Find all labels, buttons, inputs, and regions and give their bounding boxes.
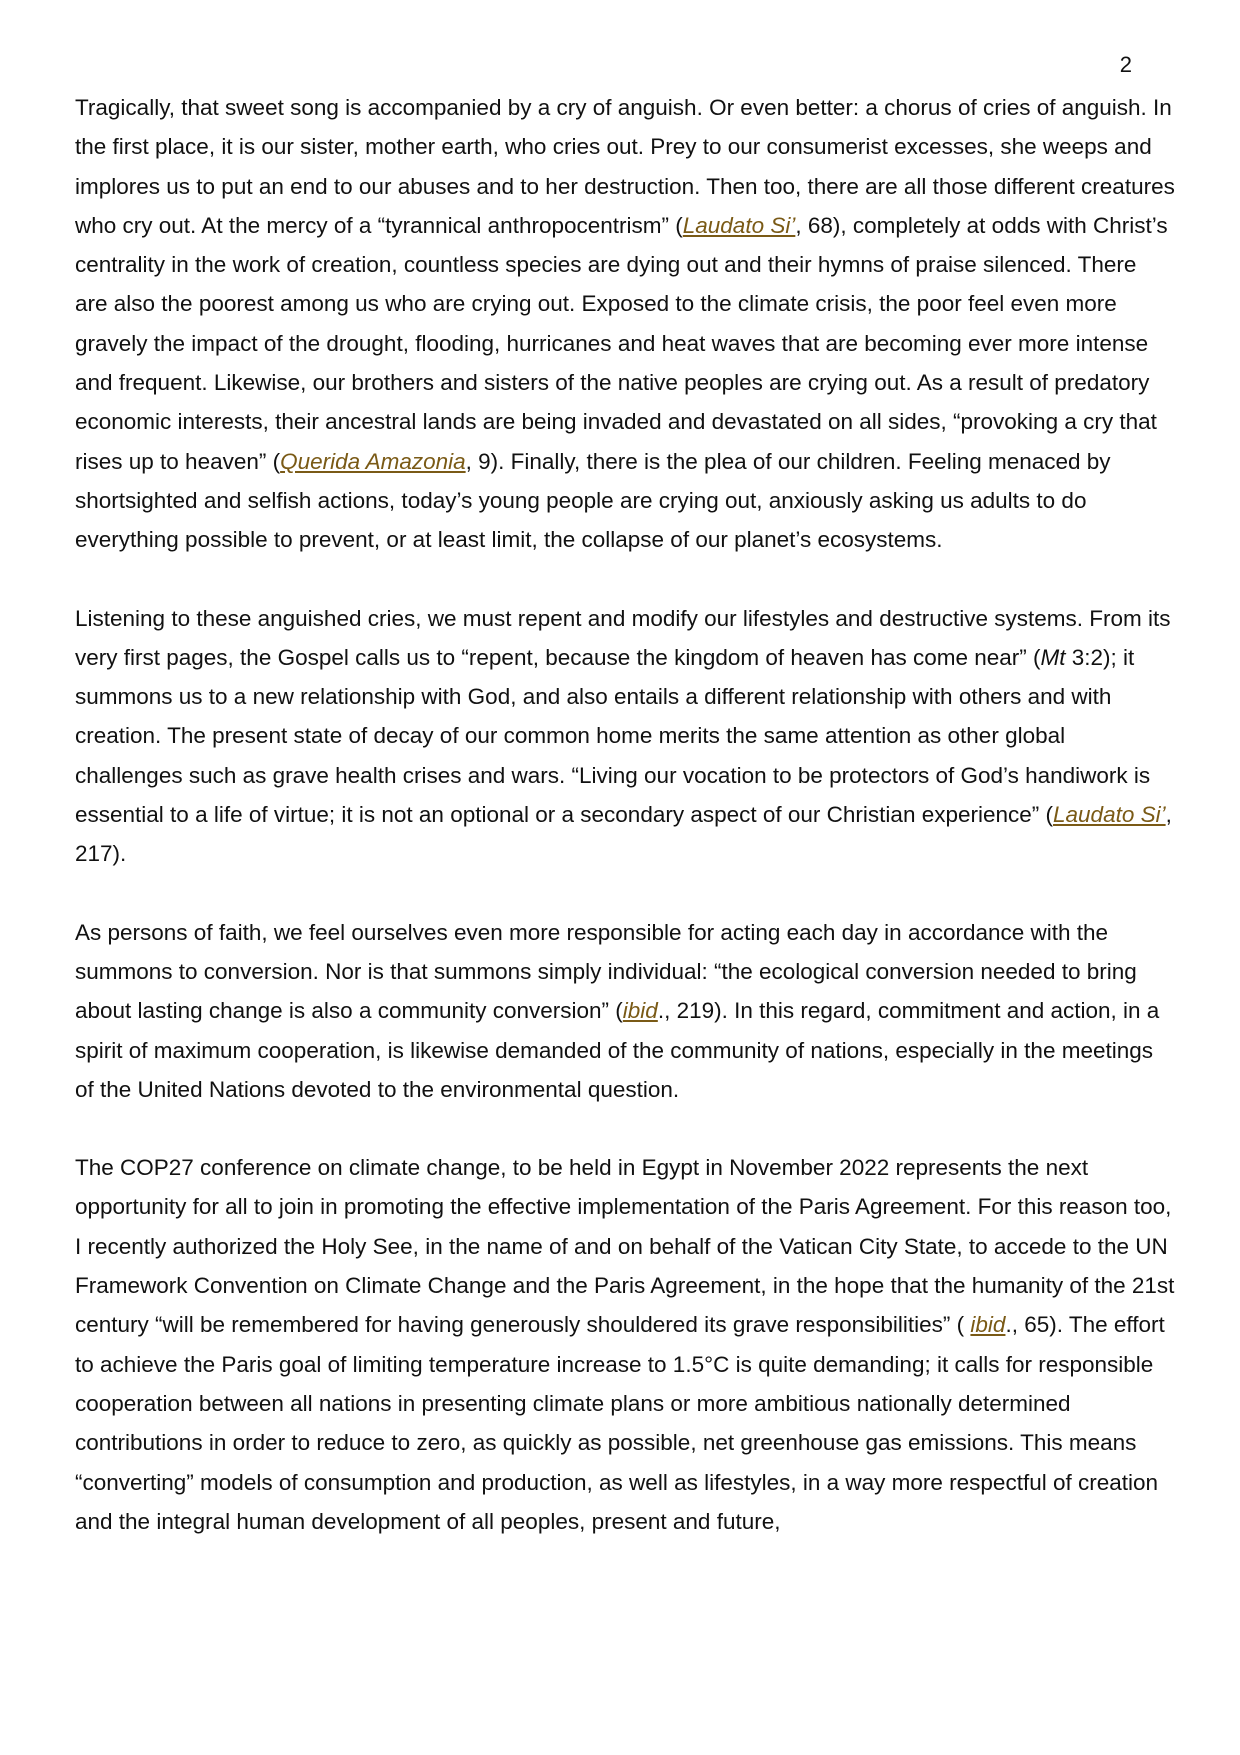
text-run: , 217).: [75, 802, 1172, 867]
citation-link-querida-amazonia[interactable]: Querida Amazonia: [280, 448, 466, 474]
text-run: The COP27 conference on climate change, to be held in Egypt in November 2022 represents the next opportunity for all to join in promoting the effective implementation of the Paris Agreement. For this reason too, I recently authorized the Holy See, in the name of and on behalf of the Vatican City State, to accede to the UN Framework Convention on Climate Change and the Paris Agreement, in the hope that the humanity of the 21st century “will be remembered for having generously shouldered its grave responsibilities” (: [75, 1155, 1175, 1338]
italic-reference: Mt: [1040, 644, 1066, 670]
text-run: Listening to these anguished cries, we must repent and modify our lifestyles and destructive systems. From its very first pages, the Gospel calls us to “repent, because the kingdom of heaven has come near” (: [75, 605, 1171, 670]
text-run: ., 219). In this regard, commitment and action, in a spirit of maximum cooperation, is likewise demanded of the community of nations, especially in the meetings of the United Nations devoted to the environmental question.: [75, 998, 1160, 1102]
citation-link-laudato-si[interactable]: Laudato Si’: [1053, 802, 1166, 828]
page-number: 2: [1119, 52, 1132, 77]
text-run: 3:2); it summons us to a new relationship with God, and also entails a different relationship with others and with creation. The present state of decay of our common home merits the same attention as other global challenges such as grave health crises and wars. “Living our vocation to be protectors of God’s handiwork is essential to a life of virtue; it is not an optional or a secondary aspect of our Christian experience” (: [75, 644, 1151, 828]
citation-link-ibid[interactable]: ibid: [970, 1312, 1006, 1338]
text-run: ., 65). The effort to achieve the Paris goal of limiting temperature increase to 1.5°C is quite demanding; it calls for responsible cooperation between all nations in presenting climate plans or more ambitious nationally determined contributions in order to reduce to zero, as quickly as possible, net greenhouse gas emissions. This means “converting” models of consumption and production, as well as lifestyles, in a way more respectful of creation and the integral human development of all peoples, present and future,: [75, 1312, 1165, 1534]
citation-link-ibid[interactable]: ibid: [622, 998, 658, 1024]
paragraph-4: [75, 1148, 1175, 1541]
text-run: , 68), completely at odds with Christ’s centrality in the work of creation, countless species are dying out and their hymns of praise silenced. There are also the poorest among us who are crying out. Exposed to the climate crisis, the poor feel even more gravely the impact of the drought, flooding, hurricanes and heat waves that are becoming ever more intense and frequent. Likewise, our brothers and sisters of the native peoples are crying out. As a result of predatory economic interests, their ancestral lands are being invaded and devastated on all sides, “provoking a cry that rises up to heaven” (: [75, 212, 1168, 474]
text-run: Tragically, that sweet song is accompanied by a cry of anguish. Or even better: a chorus of cries of anguish. In the first place, it is our sister, mother earth, who cries out. Prey to our consumerist excesses, she weeps and implores us to put an end to our abuses and to her destruction. Then too, there are all those different creatures who cry out. At the mercy of a “tyrannical anthropocentrism” (: [75, 95, 1175, 238]
text-run: As persons of faith, we feel ourselves even more responsible for acting each day in accordance with the summons to conversion. Nor is that summons simply individual: “the ecological conversion needed to bring about lasting change is also a community conversion” (: [75, 919, 1137, 1024]
paragraph-1: [75, 88, 1175, 560]
text-run: , 9). Finally, there is the plea of our children. Feeling menaced by shortsighted and selfish actions, today’s young people are crying out, anxiously asking us adults to do everything possible to prevent, or at least limit, the collapse of our planet’s ecosystems.: [75, 448, 1111, 553]
document-body: [75, 88, 1175, 1541]
citation-link-laudato-si[interactable]: Laudato Si’: [682, 212, 796, 238]
paragraph-2: [75, 599, 1175, 874]
paragraph-3: [75, 913, 1175, 1109]
